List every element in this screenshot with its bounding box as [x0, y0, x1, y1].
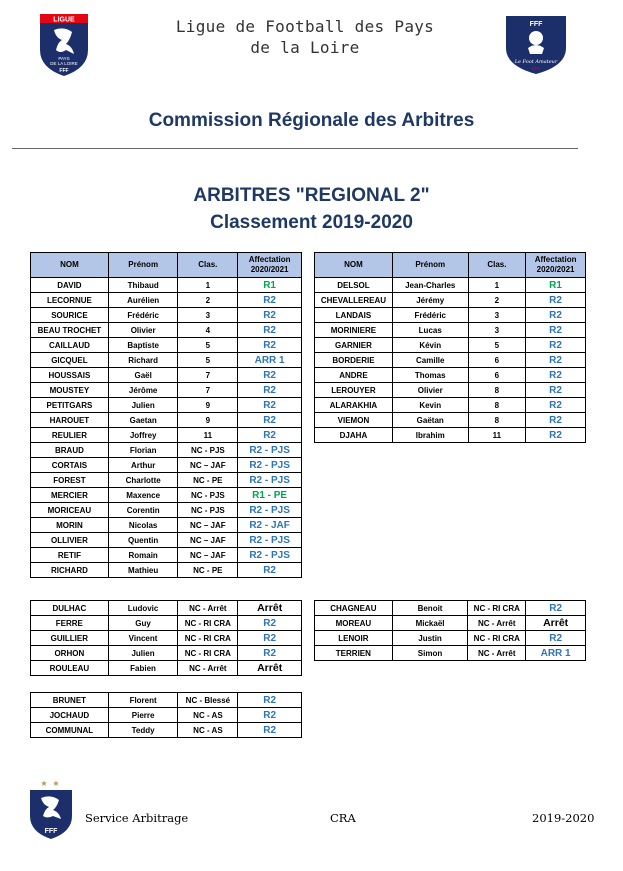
table-row [315, 323, 586, 338]
footer-service: Service Arbitrage [85, 811, 189, 825]
cell-prenom: Camille [392, 353, 468, 368]
svg-text:LFA: LFA [531, 66, 541, 71]
cell-nom: MOUSTEY [31, 383, 109, 398]
table-row [31, 428, 302, 443]
table-row [31, 533, 302, 548]
cell-prenom: Justin [392, 631, 468, 646]
cell-prenom: Ibrahim [392, 428, 468, 443]
cell-aff: R2 [238, 428, 302, 443]
table-row [31, 368, 302, 383]
col-header-affectation: Affectation 2020/2021 [238, 253, 302, 278]
cell-clas: 5 [468, 338, 526, 353]
cell-aff: R2 [238, 413, 302, 428]
cell-prenom: Baptiste [108, 338, 178, 353]
table-row [31, 503, 302, 518]
table-row [31, 601, 302, 616]
cell-prenom: Vincent [108, 631, 178, 646]
cell-prenom: Fabien [108, 661, 178, 676]
cell-clas: 7 [178, 368, 238, 383]
cell-clas: 9 [178, 413, 238, 428]
cell-nom: CAILLAUD [31, 338, 109, 353]
table-row [315, 308, 586, 323]
cell-nom: VIEMON [315, 413, 393, 428]
cell-clas: NC – JAF [178, 548, 238, 563]
cell-clas: NC - RI CRA [178, 646, 238, 661]
cell-aff: R2 - JAF [238, 518, 302, 533]
table-row [31, 308, 302, 323]
cell-aff: R2 [526, 323, 586, 338]
cell-aff: R2 [526, 631, 586, 646]
cell-aff: R2 [238, 693, 302, 708]
cell-prenom: Teddy [108, 723, 178, 738]
cell-clas: 3 [178, 308, 238, 323]
cell-clas: NC - PE [178, 473, 238, 488]
cell-aff: R2 [238, 338, 302, 353]
cell-nom: GARNIER [315, 338, 393, 353]
cell-nom: HOUSSAIS [31, 368, 109, 383]
table-row [31, 723, 302, 738]
cell-clas: NC - PJS [178, 443, 238, 458]
cell-nom: ALARAKHIA [315, 398, 393, 413]
cell-prenom: Olivier [392, 383, 468, 398]
col-header-nom: NOM [31, 253, 109, 278]
cell-aff: R1 - PE [238, 488, 302, 503]
cell-clas: 7 [178, 383, 238, 398]
cell-aff: R2 [238, 708, 302, 723]
cell-prenom: Nicolas [108, 518, 178, 533]
cell-prenom: Simon [392, 646, 468, 661]
ligue-pays-de-la-loire-logo-icon [36, 10, 92, 78]
table-row [31, 616, 302, 631]
cell-nom: CHEVALLEREAU [315, 293, 393, 308]
cell-nom: FOREST [31, 473, 109, 488]
table-row [31, 563, 302, 578]
cell-aff: R2 [526, 293, 586, 308]
svg-text:FFF: FFF [59, 68, 69, 74]
cell-nom: ANDRE [315, 368, 393, 383]
cell-aff: R2 - PJS [238, 548, 302, 563]
cell-aff: R2 [238, 398, 302, 413]
svg-text:LIGUE: LIGUE [53, 16, 75, 24]
cell-clas: NC – JAF [178, 458, 238, 473]
cell-prenom: Quentin [108, 533, 178, 548]
cell-aff: R2 [238, 383, 302, 398]
footer-cra: CRA [330, 811, 356, 825]
cell-nom: LECORNUE [31, 293, 109, 308]
cell-aff: R1 [238, 278, 302, 293]
cell-prenom: Arthur [108, 458, 178, 473]
cell-clas: 1 [178, 278, 238, 293]
cell-clas: 4 [178, 323, 238, 338]
cell-clas: 2 [178, 293, 238, 308]
title-line-1: ARBITRES "REGIONAL 2" [193, 185, 430, 206]
table-row [315, 398, 586, 413]
cell-clas: 2 [468, 293, 526, 308]
cell-aff: R2 [526, 398, 586, 413]
footer-season: 2019-2020 [532, 811, 595, 825]
cell-clas: NC - AS [178, 708, 238, 723]
cell-prenom: Jean-Charles [392, 278, 468, 293]
cell-nom: CORTAIS [31, 458, 109, 473]
cell-nom: PETITGARS [31, 398, 109, 413]
svg-text:★: ★ [40, 779, 48, 788]
cell-nom: DULHAC [31, 601, 109, 616]
svg-text:FFF: FFF [529, 21, 543, 28]
table-row [315, 428, 586, 443]
cell-clas: NC - AS [178, 723, 238, 738]
cell-aff: Arrêt [238, 661, 302, 676]
table-row [31, 488, 302, 503]
cell-nom: DAVID [31, 278, 109, 293]
table-row [315, 616, 586, 631]
cell-aff: R2 - PJS [238, 533, 302, 548]
cell-aff: R2 - PJS [238, 443, 302, 458]
cell-clas: NC - RI CRA [468, 601, 526, 616]
cell-clas: 3 [468, 323, 526, 338]
cell-aff: R2 - PJS [238, 458, 302, 473]
cell-aff: R2 [238, 323, 302, 338]
cell-prenom: Romain [108, 548, 178, 563]
table-row [31, 458, 302, 473]
cell-nom: RETIF [31, 548, 109, 563]
cell-prenom: Kevin [392, 398, 468, 413]
table-row [315, 278, 586, 293]
cell-prenom: Thomas [392, 368, 468, 383]
table-row [31, 323, 302, 338]
cell-aff: R2 [526, 368, 586, 383]
cell-clas: NC – JAF [178, 533, 238, 548]
cell-prenom: Florian [108, 443, 178, 458]
cell-aff: R2 [238, 308, 302, 323]
cell-clas: 3 [468, 308, 526, 323]
table-row [315, 631, 586, 646]
cell-prenom: Aurélien [108, 293, 178, 308]
cell-nom: RICHARD [31, 563, 109, 578]
cell-aff: R2 [238, 723, 302, 738]
cell-clas: 8 [468, 398, 526, 413]
cell-nom: GICQUEL [31, 353, 109, 368]
cell-nom: MORINIERE [315, 323, 393, 338]
cell-aff: R2 [238, 616, 302, 631]
cell-aff: R2 [526, 338, 586, 353]
table-row [315, 383, 586, 398]
table-row [31, 443, 302, 458]
cell-nom: LEROUYER [315, 383, 393, 398]
cell-nom: OLLIVIER [31, 533, 109, 548]
cell-aff: R2 [238, 368, 302, 383]
cell-nom: MORIN [31, 518, 109, 533]
cell-aff: R2 [238, 646, 302, 661]
table-row [315, 368, 586, 383]
cell-prenom: Charlotte [108, 473, 178, 488]
left-ranking-table [30, 252, 302, 578]
svg-text:FFF: FFF [44, 828, 58, 835]
cell-prenom: Richard [108, 353, 178, 368]
cell-nom: COMMUNAL [31, 723, 109, 738]
cell-aff: R2 [526, 383, 586, 398]
cell-nom: BORDERIE [315, 353, 393, 368]
svg-text:★: ★ [52, 779, 60, 788]
cell-prenom: Gaëtan [392, 413, 468, 428]
cell-aff: R2 [238, 631, 302, 646]
cell-nom: MERCIER [31, 488, 109, 503]
cell-clas: NC - PJS [178, 503, 238, 518]
cell-clas: 6 [468, 353, 526, 368]
cell-prenom: Maxence [108, 488, 178, 503]
cell-nom: TERRIEN [315, 646, 393, 661]
cell-prenom: Jérémy [392, 293, 468, 308]
table-row [31, 278, 302, 293]
cell-clas: NC - RI CRA [468, 631, 526, 646]
table-row [31, 708, 302, 723]
cell-clas: NC - PE [178, 563, 238, 578]
cell-aff: R1 [526, 278, 586, 293]
cell-nom: SOURICE [31, 308, 109, 323]
table-row [315, 293, 586, 308]
cell-aff: R2 [526, 601, 586, 616]
cell-aff: Arrêt [526, 616, 586, 631]
cell-clas: 11 [468, 428, 526, 443]
cell-nom: GUILLIER [31, 631, 109, 646]
cell-clas: NC - Arrêt [178, 661, 238, 676]
table-row [315, 338, 586, 353]
col-header-prenom: Prénom [108, 253, 178, 278]
cell-nom: FERRE [31, 616, 109, 631]
col-header-nom: NOM [315, 253, 393, 278]
cell-nom: MOREAU [315, 616, 393, 631]
table-row [315, 646, 586, 661]
cell-aff: Arrêt [238, 601, 302, 616]
cell-clas: 11 [178, 428, 238, 443]
table-row [31, 548, 302, 563]
cell-clas: NC - PJS [178, 488, 238, 503]
cell-nom: LENOIR [315, 631, 393, 646]
cell-clas: 1 [468, 278, 526, 293]
table-row [315, 601, 586, 616]
cell-aff: R2 - PJS [238, 473, 302, 488]
nc-right-table [314, 600, 586, 661]
svg-text:PAYS: PAYS [58, 56, 70, 61]
cell-prenom: Lucas [392, 323, 468, 338]
cell-prenom: Florent [108, 693, 178, 708]
cell-nom: ROULEAU [31, 661, 109, 676]
cell-clas: 9 [178, 398, 238, 413]
cell-prenom: Jérôme [108, 383, 178, 398]
svg-text:Le Foot Amateur: Le Foot Amateur [514, 59, 558, 65]
cell-clas: 5 [178, 338, 238, 353]
cell-prenom: Mickaël [392, 616, 468, 631]
nc-left-table [30, 600, 302, 676]
col-header-clas: Clas. [178, 253, 238, 278]
cell-clas: NC – JAF [178, 518, 238, 533]
table-row [31, 383, 302, 398]
cell-aff: R2 [526, 308, 586, 323]
header-divider [12, 148, 578, 149]
cell-prenom: Benoit [392, 601, 468, 616]
cell-nom: BRAUD [31, 443, 109, 458]
cell-prenom: Gaetan [108, 413, 178, 428]
cell-nom: JOCHAUD [31, 708, 109, 723]
col-header-clas: Clas. [468, 253, 526, 278]
cell-prenom: Mathieu [108, 563, 178, 578]
cell-prenom: Olivier [108, 323, 178, 338]
cell-aff: R2 [526, 353, 586, 368]
table-row [31, 693, 302, 708]
cell-nom: LANDAIS [315, 308, 393, 323]
cell-nom: ORHON [31, 646, 109, 661]
commission-title: Commission Régionale des Arbitres [148, 110, 475, 131]
cell-clas: NC - Arrêt [468, 646, 526, 661]
cell-prenom: Julien [108, 646, 178, 661]
cell-prenom: Frédéric [392, 308, 468, 323]
cell-aff: R2 [526, 428, 586, 443]
cell-prenom: Frédéric [108, 308, 178, 323]
page-title [0, 182, 623, 236]
table-row [31, 661, 302, 676]
col-header-prenom: Prénom [392, 253, 468, 278]
col-header-affectation: Affectation 2020/2021 [526, 253, 586, 278]
table-row [31, 413, 302, 428]
cell-nom: DELSOL [315, 278, 393, 293]
table-row [31, 473, 302, 488]
cell-aff: R2 [238, 293, 302, 308]
fff-foot-amateur-logo-icon [500, 14, 572, 76]
cell-aff: ARR 1 [526, 646, 586, 661]
cell-prenom: Gaël [108, 368, 178, 383]
cell-prenom: Kévin [392, 338, 468, 353]
cell-aff: R2 [238, 563, 302, 578]
cell-prenom: Guy [108, 616, 178, 631]
cell-prenom: Pierre [108, 708, 178, 723]
cell-nom: REULIER [31, 428, 109, 443]
cell-aff: R2 - PJS [238, 503, 302, 518]
table-row [31, 338, 302, 353]
table-header-row [315, 253, 586, 278]
cell-clas: 5 [178, 353, 238, 368]
league-title-line-1: Ligue de Football des Pays [175, 17, 435, 36]
cell-nom: BEAU TROCHET [31, 323, 109, 338]
cell-prenom: Thibaud [108, 278, 178, 293]
cell-clas: NC - Blessé [178, 693, 238, 708]
table-row [31, 646, 302, 661]
cell-nom: HAROUET [31, 413, 109, 428]
cell-nom: MORICEAU [31, 503, 109, 518]
cell-prenom: Julien [108, 398, 178, 413]
title-line-2: Classement 2019-2020 [210, 212, 413, 233]
table-row [31, 293, 302, 308]
table-row [315, 353, 586, 368]
fff-footer-logo-icon [26, 778, 76, 840]
cell-clas: NC - Arrêt [178, 601, 238, 616]
table-row [31, 631, 302, 646]
table-row [31, 518, 302, 533]
table-row [31, 353, 302, 368]
cell-clas: 6 [468, 368, 526, 383]
cell-prenom: Joffrey [108, 428, 178, 443]
cell-clas: NC - Arrêt [468, 616, 526, 631]
cell-aff: R2 [526, 413, 586, 428]
table-row [315, 413, 586, 428]
cell-prenom: Ludovic [108, 601, 178, 616]
injured-table [30, 692, 302, 738]
cell-clas: NC - RI CRA [178, 616, 238, 631]
cell-nom: BRUNET [31, 693, 109, 708]
cell-clas: 8 [468, 383, 526, 398]
cell-prenom: Corentin [108, 503, 178, 518]
svg-text:DE LA LOIRE: DE LA LOIRE [50, 61, 78, 66]
cell-nom: CHAGNEAU [315, 601, 393, 616]
league-title-line-2: de la Loire [250, 38, 360, 57]
cell-clas: NC - RI CRA [178, 631, 238, 646]
cell-clas: 8 [468, 413, 526, 428]
league-title [110, 16, 500, 58]
cell-aff: ARR 1 [238, 353, 302, 368]
table-header-row [31, 253, 302, 278]
cell-nom: DJAHA [315, 428, 393, 443]
table-row [31, 398, 302, 413]
right-ranking-table [314, 252, 586, 443]
